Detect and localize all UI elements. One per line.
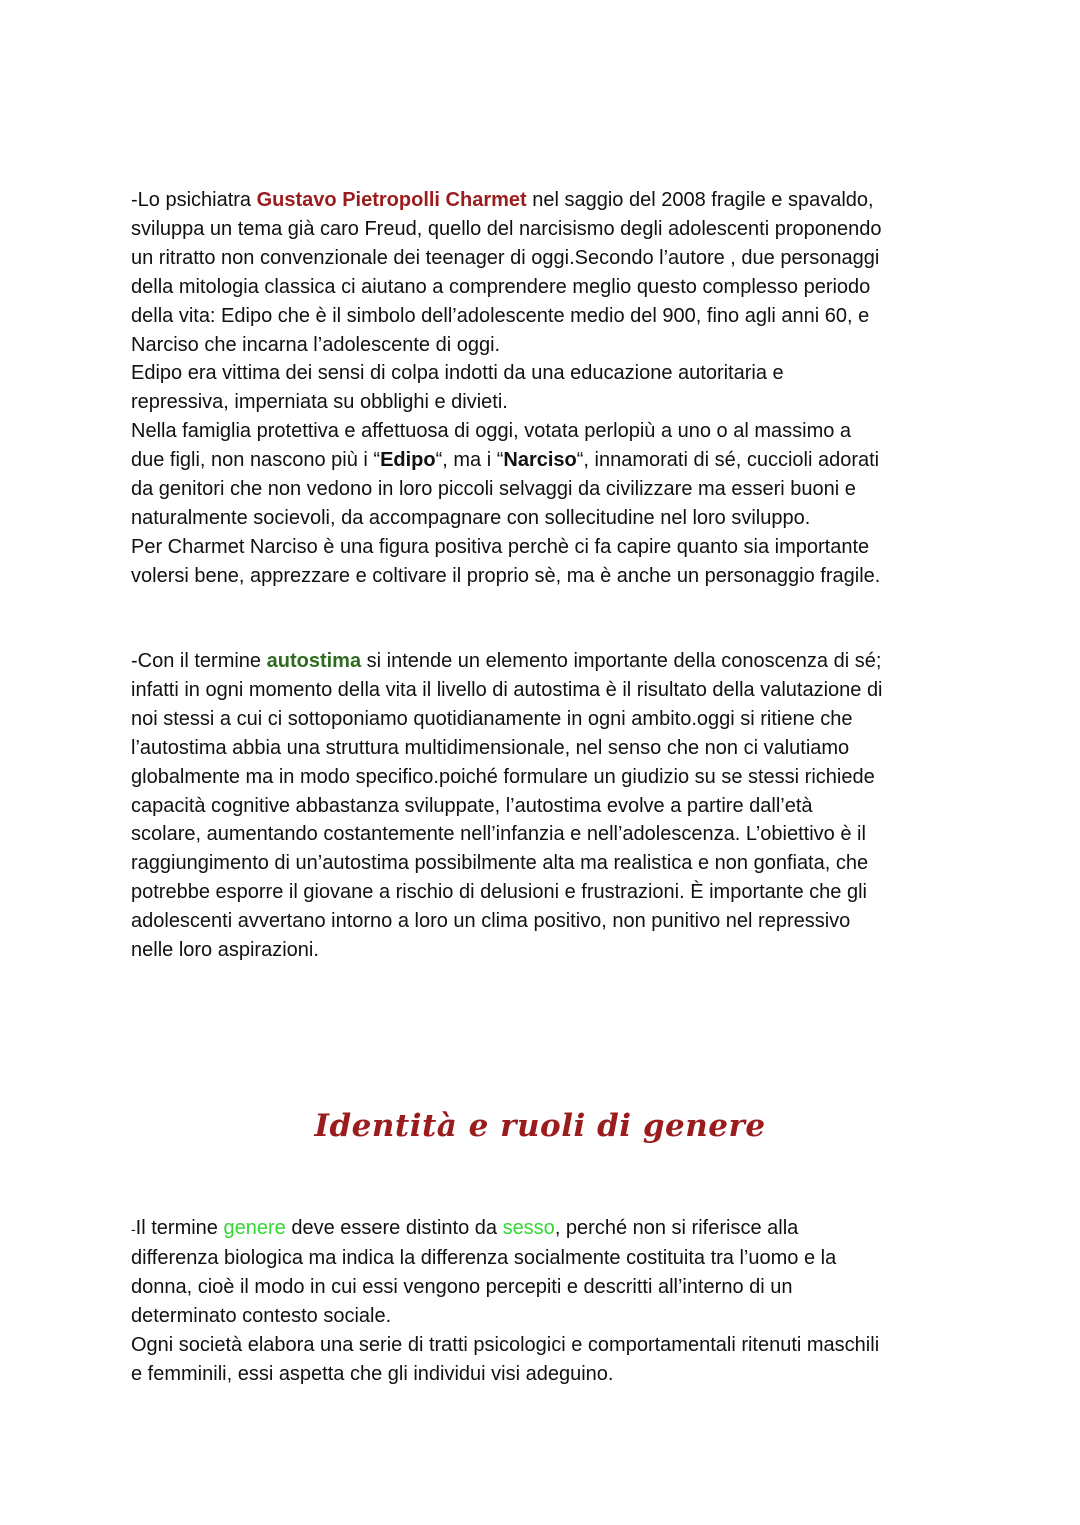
text-line: della vita: Edipo che è il simbolo dell’adolescente medio del 900, fino agli anni 60, e bbox=[131, 304, 870, 327]
text-line bbox=[131, 1214, 961, 1244]
text-line: Nella famiglia protettiva e affettuosa di oggi, votata perlopiù a uno o al massimo a bbox=[131, 420, 852, 443]
text-line: determinato contesto sociale. bbox=[131, 1304, 392, 1327]
text-span: “, innamorati di sé, cuccioli adorati bbox=[576, 449, 880, 472]
text-line: l’autostima abbia una struttura multidimensionale, nel senso che non ci valutiamo bbox=[131, 736, 850, 759]
text-line: noi stessi a cui ci sottoponiamo quotidianamente in ogni ambito.oggi si ritiene che bbox=[131, 707, 853, 730]
text-span: “, ma i “ bbox=[435, 449, 504, 472]
text-line: della mitologia classica ci aiutano a comprendere meglio questo complesso periodo bbox=[131, 275, 871, 298]
text-line: repressiva, imperniata su obblighi e divieti. bbox=[131, 391, 508, 414]
text-span: due figli, non nascono più i “ bbox=[131, 449, 381, 472]
text-line: globalmente ma in modo specifico.poiché formulare un giudizio su se stessi richiede bbox=[131, 765, 875, 788]
paragraph-autostima bbox=[131, 647, 961, 965]
text-line: Narciso che incarna l’adolescente di oggi. bbox=[131, 333, 501, 356]
text-line: Ogni società elabora una serie di tratti psicologici e comportamentali ritenuti maschili bbox=[131, 1333, 880, 1356]
bold-term-narciso: Narciso bbox=[503, 449, 577, 472]
text-line bbox=[131, 446, 961, 475]
text-span: si intende un elemento importante della conoscenza di sé; bbox=[361, 650, 882, 672]
text-line: Edipo era vittima dei sensi di colpa indotti da una educazione autoritaria e bbox=[131, 362, 784, 385]
text-line: donna, cioè il modo in cui essi vengono percepiti e descritti all’interno di un bbox=[131, 1275, 793, 1298]
section-title: Identità e ruoli di genere bbox=[314, 1108, 766, 1144]
text-span: -Lo psichiatra bbox=[131, 189, 257, 211]
text-line: nelle loro aspirazioni. bbox=[131, 939, 319, 962]
text-line: scolare, aumentando costantemente nell’infanzia e nell’adolescenza. L’obiettivo è il bbox=[131, 823, 866, 846]
text-line: potrebbe esporre il giovane a rischio di delusioni e frustrazioni. È importante che gli bbox=[131, 881, 867, 904]
text-line: infatti in ogni momento della vita il livello di autostima è il risultato della valutazione di bbox=[131, 678, 883, 701]
text-line: da genitori che non vedono in loro piccoli selvaggi da civilizzare ma esseri buoni e bbox=[131, 478, 856, 501]
text-span: - bbox=[131, 1221, 136, 1237]
text-line: differenza biologica ma indica la differenza socialmente costituita tra l’uomo e la bbox=[131, 1246, 837, 1269]
text-line: volersi bene, apprezzare e coltivare il proprio sè, ma è anche un personaggio fragile. bbox=[131, 564, 881, 587]
text-line bbox=[131, 647, 961, 676]
text-line: adolescenti avvertano intorno a loro un clima positivo, non punitivo nel repressivo bbox=[131, 910, 851, 933]
text-span: , perché non si riferisce alla bbox=[554, 1217, 799, 1239]
text-line: sviluppa un tema già caro Freud, quello del narcisismo degli adolescenti proponendo bbox=[131, 217, 882, 240]
paragraph-genere bbox=[131, 1214, 961, 1388]
text-span: Il termine bbox=[135, 1217, 224, 1239]
text-line: e femminili, essi aspetta che gli individui visi adeguino. bbox=[131, 1362, 614, 1385]
text-span: -Con il termine bbox=[131, 650, 267, 672]
highlight-author-name: Gustavo Pietropolli Charmet bbox=[256, 189, 527, 211]
text-line: un ritratto non convenzionale dei teenager di oggi.Secondo l’autore , due personaggi bbox=[131, 246, 880, 269]
text-line: capacità cognitive abbastanza sviluppate, l’autostima evolve a partire dall’età bbox=[131, 794, 813, 817]
highlight-term-sesso: sesso bbox=[502, 1217, 555, 1239]
highlight-term-autostima: autostima bbox=[266, 650, 362, 672]
text-span: nel saggio del 2008 fragile e spavaldo, bbox=[526, 189, 874, 211]
text-span: deve essere distinto da bbox=[285, 1217, 503, 1239]
paragraph-charmet bbox=[131, 186, 961, 591]
bold-term-edipo: Edipo bbox=[380, 449, 436, 472]
highlight-term-genere: genere bbox=[223, 1217, 286, 1239]
text-line: raggiungimento di un’autostima possibilmente alta ma realistica e non gonfiata, che bbox=[131, 852, 869, 875]
text-line bbox=[131, 186, 961, 215]
text-line: naturalmente socievoli, da accompagnare con sollecitudine nel loro sviluppo. bbox=[131, 506, 811, 529]
text-line: Per Charmet Narciso è una figura positiva perchè ci fa capire quanto sia importante bbox=[131, 535, 870, 558]
